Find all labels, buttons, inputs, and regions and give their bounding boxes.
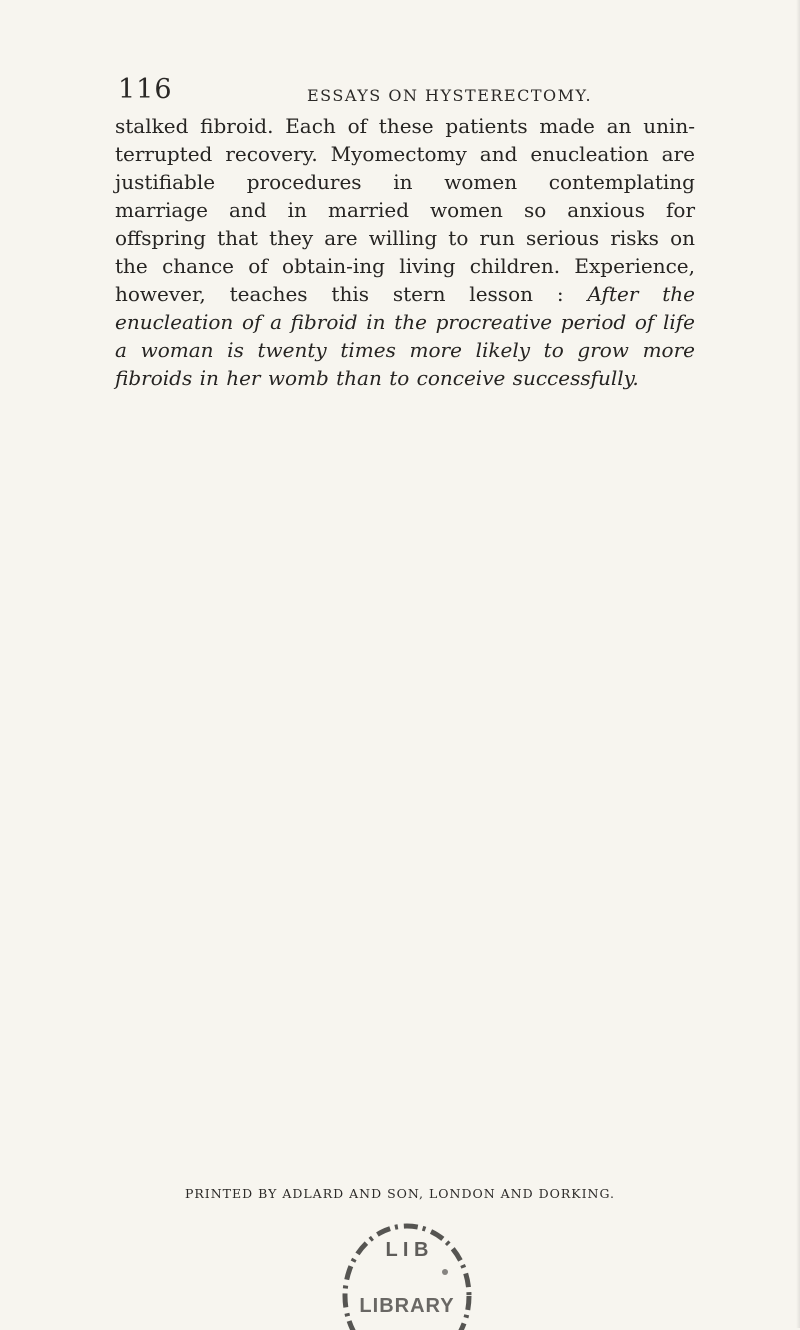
stamp-speck xyxy=(442,1269,448,1275)
stamp-upper-text: L I B xyxy=(385,1239,429,1261)
running-title: ESSAYS ON HYSTERECTOMY. xyxy=(307,86,593,105)
body-text-plain: stalked fibroid. Each of these patients made an unin-terrupted recovery. Myomectomy and enucleation are justifiable procedures in women contemplating marriage and in married women so anxious for offspring that they are willing to run serious risks on the chance of obtain-ing living children. Experience, however, teaches this stern lesson : xyxy=(115,114,695,306)
page-edge-shadow xyxy=(796,0,800,1328)
stamp-label: LIBRARY xyxy=(359,1295,455,1317)
printer-imprint: PRINTED BY ADLARD AND SON, LONDON AND DORKING. xyxy=(184,1186,616,1201)
library-stamp xyxy=(333,1218,481,1330)
page-number: 116 xyxy=(118,74,173,105)
body-paragraph xyxy=(115,112,695,392)
body-text-italic: After the enucleation of a fibroid in the procreative period of life a woman is twenty times more likely to grow more fibroids in her womb than to conceive successfully. xyxy=(115,282,695,390)
